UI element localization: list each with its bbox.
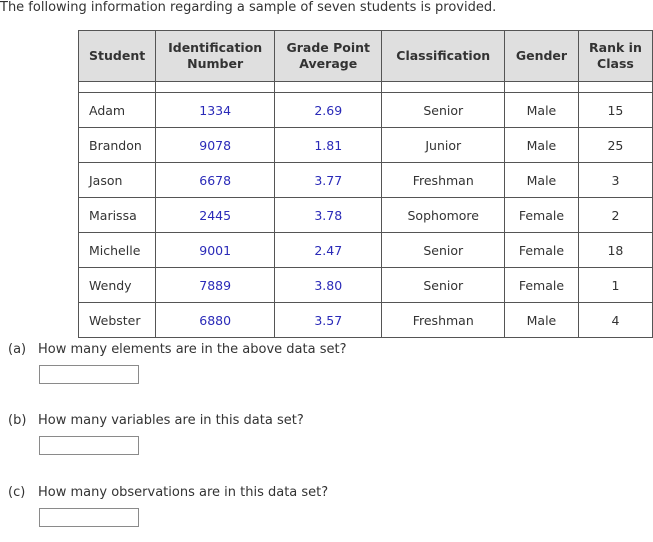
question-c-text: How many observations are in this data set? (38, 485, 329, 500)
header-identification-number (156, 31, 275, 82)
cell-id: 6880 (156, 303, 275, 338)
header-id-line2: Number (187, 56, 244, 71)
table-spacer-row (79, 82, 653, 93)
cell-gpa: 1.81 (275, 128, 382, 163)
header-grade-point-average (275, 31, 382, 82)
header-id-line1: Identification (168, 40, 263, 55)
table-row (79, 233, 653, 268)
cell-classification: Freshman (382, 163, 505, 198)
cell-gender: Female (505, 233, 579, 268)
question-c (8, 485, 328, 500)
cell-rank: 1 (578, 268, 652, 303)
table-row (79, 268, 653, 303)
cell-gender: Female (505, 198, 579, 233)
header-classification: Classification (382, 31, 505, 82)
header-rank-line2: Class (597, 56, 634, 71)
cell-rank: 4 (578, 303, 652, 338)
cell-id: 9078 (156, 128, 275, 163)
cell-classification: Sophomore (382, 198, 505, 233)
cell-gender: Male (505, 303, 579, 338)
cell-rank: 25 (578, 128, 652, 163)
question-b-text: How many variables are in this data set? (38, 413, 304, 428)
cell-rank: 18 (578, 233, 652, 268)
cell-classification: Senior (382, 233, 505, 268)
cell-id: 1334 (156, 93, 275, 128)
cell-student: Wendy (79, 268, 156, 303)
question-b-letter: (b) (8, 413, 27, 428)
cell-student: Webster (79, 303, 156, 338)
cell-id: 7889 (156, 268, 275, 303)
cell-classification: Senior (382, 268, 505, 303)
cell-id: 6678 (156, 163, 275, 198)
cell-gender: Male (505, 163, 579, 198)
table-row (79, 128, 653, 163)
cell-classification: Freshman (382, 303, 505, 338)
question-b (8, 413, 304, 428)
cell-gpa: 3.57 (275, 303, 382, 338)
students-table (78, 30, 653, 338)
question-a-text: How many elements are in the above data set? (38, 342, 347, 357)
question-a-letter: (a) (8, 342, 27, 357)
question-c-letter: (c) (8, 485, 26, 500)
table-row (79, 303, 653, 338)
table-row (79, 93, 653, 128)
cell-gender: Male (505, 93, 579, 128)
cell-id: 2445 (156, 198, 275, 233)
cell-gpa: 3.78 (275, 198, 382, 233)
cell-student: Marissa (79, 198, 156, 233)
answer-c-input[interactable] (39, 508, 139, 527)
cell-student: Michelle (79, 233, 156, 268)
table-row (79, 163, 653, 198)
header-student: Student (79, 31, 156, 82)
cell-gender: Male (505, 128, 579, 163)
header-gpa-line1: Grade Point (286, 40, 371, 55)
cell-student: Adam (79, 93, 156, 128)
intro-text: The following information regarding a sample of seven students is provided. (0, 0, 497, 15)
cell-rank: 3 (578, 163, 652, 198)
cell-gpa: 3.80 (275, 268, 382, 303)
header-gpa-line2: Average (299, 56, 358, 71)
cell-student: Brandon (79, 128, 156, 163)
cell-student: Jason (79, 163, 156, 198)
header-gender: Gender (505, 31, 579, 82)
cell-gpa: 3.77 (275, 163, 382, 198)
cell-classification: Junior (382, 128, 505, 163)
header-rank-line1: Rank in (589, 40, 642, 55)
cell-gender: Female (505, 268, 579, 303)
cell-gpa: 2.69 (275, 93, 382, 128)
header-rank-in-class (578, 31, 652, 82)
cell-rank: 2 (578, 198, 652, 233)
cell-classification: Senior (382, 93, 505, 128)
cell-rank: 15 (578, 93, 652, 128)
cell-gpa: 2.47 (275, 233, 382, 268)
question-a (8, 342, 346, 357)
table-header-row (79, 31, 653, 82)
answer-a-input[interactable] (39, 365, 139, 384)
table-row (79, 198, 653, 233)
answer-b-input[interactable] (39, 436, 139, 455)
cell-id: 9001 (156, 233, 275, 268)
